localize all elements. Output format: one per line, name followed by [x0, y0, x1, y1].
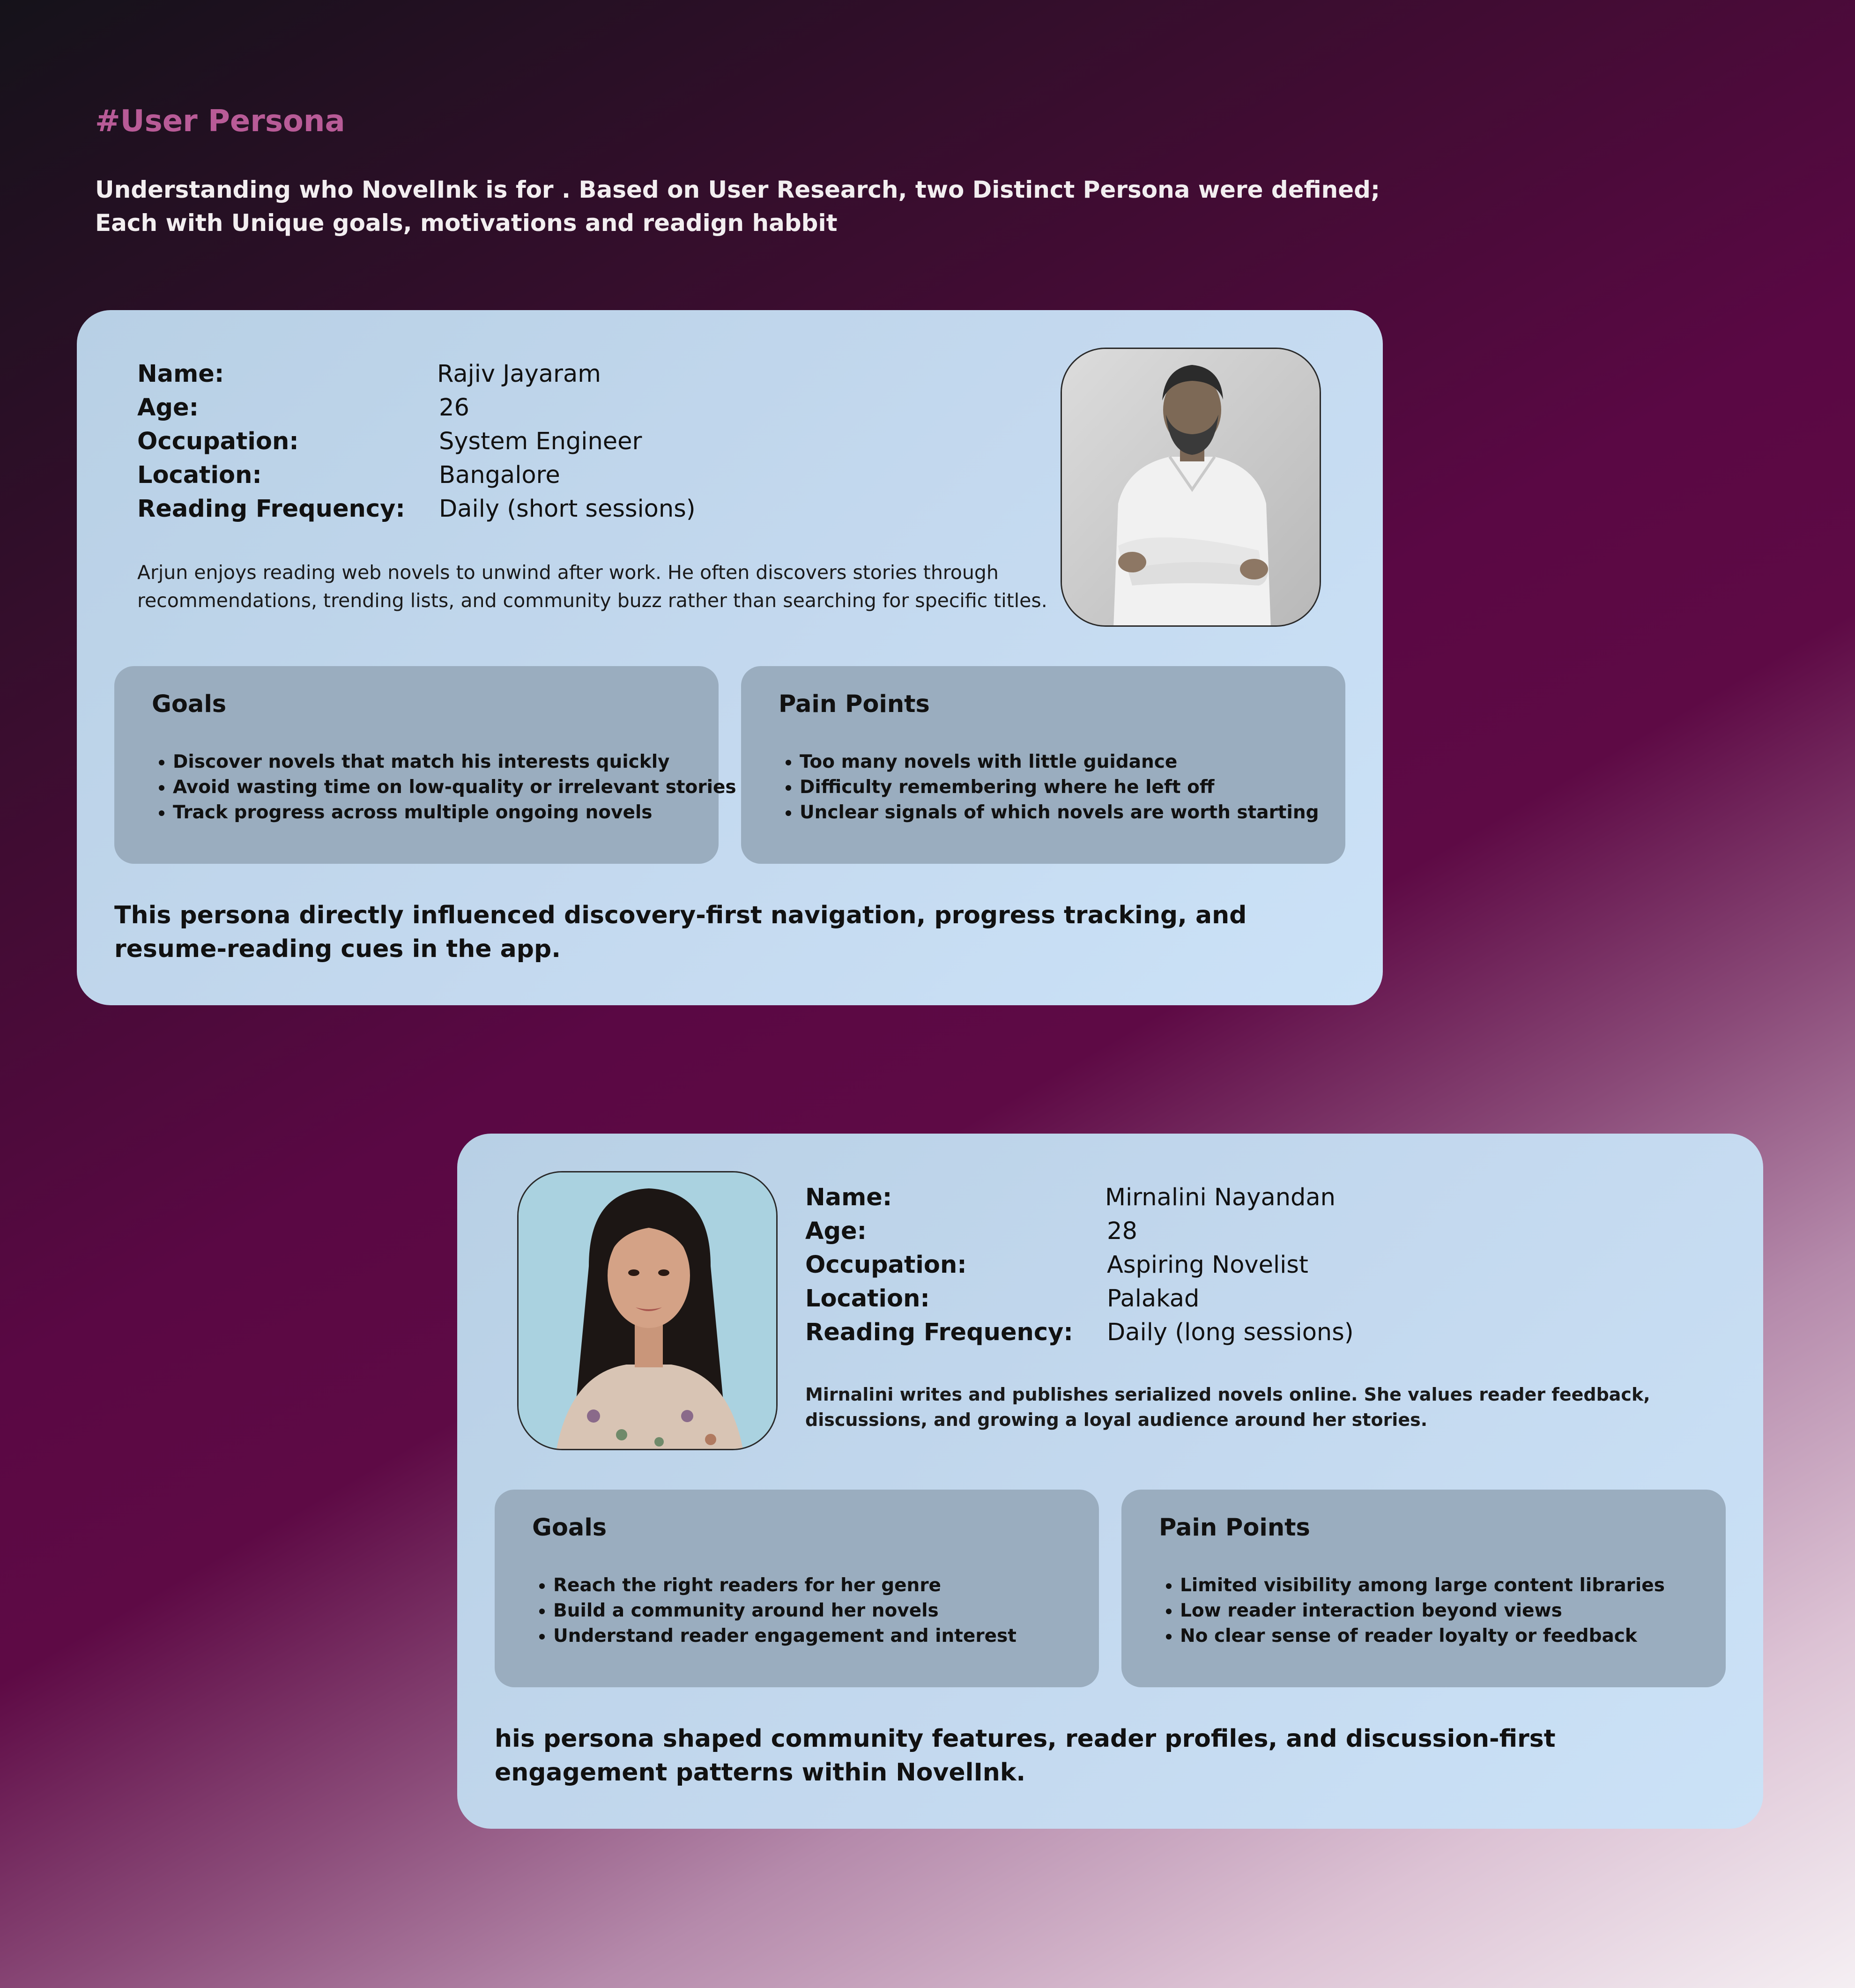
- pain-points-box: [1121, 1490, 1726, 1687]
- list-item: • Discover novels that match his interests quickly: [173, 749, 736, 775]
- list-item: • Difficulty remembering where he left off: [800, 775, 1319, 800]
- location-value: Bangalore: [439, 461, 560, 489]
- list-item: • Understand reader engagement and interest: [553, 1624, 1017, 1649]
- name-label: Name:: [137, 360, 224, 388]
- goals-list: [530, 1573, 1017, 1649]
- goals-title: Goals: [532, 1514, 607, 1542]
- intro-line-2: Each with Unique goals, motivations and readign habbit: [95, 209, 838, 237]
- frequency-value: Daily (long sessions): [1107, 1319, 1354, 1346]
- woman-portrait-image: [519, 1172, 778, 1450]
- age-value: 26: [439, 394, 469, 422]
- persona-conclusion: his persona shaped community features, reader profiles, and discussion-first engagement patterns within NovelInk.: [495, 1725, 1556, 1787]
- intro-text: [95, 173, 1380, 240]
- goals-title: Goals: [152, 690, 227, 718]
- frequency-label: Reading Frequency:: [137, 495, 405, 523]
- persona-photo: [1061, 348, 1321, 627]
- frequency-label: Reading Frequency:: [805, 1319, 1073, 1346]
- pain-points-title: Pain Points: [779, 690, 930, 718]
- persona-bio: Arjun enjoys reading web novels to unwind after work. He often discovers stories through recommendations, trending lists, and community buzz rather than searching for specific titles.: [137, 561, 1047, 612]
- name-value: Rajiv Jayaram: [437, 360, 601, 388]
- occupation-value: Aspiring Novelist: [1107, 1251, 1308, 1279]
- persona-card-rajiv: [77, 310, 1383, 1005]
- occupation-label: Occupation:: [137, 428, 299, 455]
- man-portrait-image: [1062, 349, 1321, 627]
- occupation-label: Occupation:: [805, 1251, 967, 1279]
- list-item: • Build a community around her novels: [553, 1598, 1017, 1624]
- frequency-value: Daily (short sessions): [439, 495, 696, 523]
- persona-bio: Mirnalini writes and publishes serialized novels online. She values reader feedback, discussions, and growing a loyal audience around her stories.: [805, 1384, 1650, 1430]
- intro-line-1: Understanding who NovelInk is for . Based on User Research, two Distinct Persona were defined;: [95, 176, 1380, 203]
- goals-box: [495, 1490, 1099, 1687]
- name-label: Name:: [805, 1184, 892, 1211]
- list-item: • Track progress across multiple ongoing novels: [173, 800, 736, 825]
- goals-box: [114, 666, 736, 864]
- pain-points-title: Pain Points: [1159, 1514, 1310, 1542]
- list-item: • Limited visibility among large content libraries: [1180, 1573, 1665, 1598]
- list-item: • No clear sense of reader loyalty or feedback: [1180, 1624, 1665, 1649]
- name-value: Mirnalini Nayandan: [1105, 1184, 1336, 1211]
- list-item: • Unclear signals of which novels are worth starting: [800, 800, 1319, 825]
- list-item: • Avoid wasting time on low-quality or irrelevant stories: [173, 775, 736, 800]
- age-value: 28: [1107, 1217, 1137, 1245]
- location-value: Palakad: [1107, 1285, 1200, 1313]
- age-label: Age:: [137, 394, 199, 422]
- persona-photo: [517, 1171, 778, 1450]
- list-item: • Too many novels with little guidance: [800, 749, 1319, 775]
- page-title: #User Persona: [95, 104, 345, 139]
- age-label: Age:: [805, 1217, 867, 1245]
- pain-points-box: [741, 666, 1345, 864]
- goals-list: [149, 749, 736, 825]
- persona-conclusion: This persona directly influenced discovery-first navigation, progress tracking, and resume-reading cues in the app.: [114, 901, 1247, 963]
- pain-points-list: [1157, 1573, 1665, 1649]
- location-label: Location:: [137, 461, 262, 489]
- occupation-value: System Engineer: [439, 428, 642, 455]
- list-item: • Low reader interaction beyond views: [1180, 1598, 1665, 1624]
- persona-card-mirnalini: [457, 1134, 1763, 1829]
- location-label: Location:: [805, 1285, 930, 1313]
- pain-points-list: [776, 749, 1319, 825]
- list-item: • Reach the right readers for her genre: [553, 1573, 1017, 1598]
